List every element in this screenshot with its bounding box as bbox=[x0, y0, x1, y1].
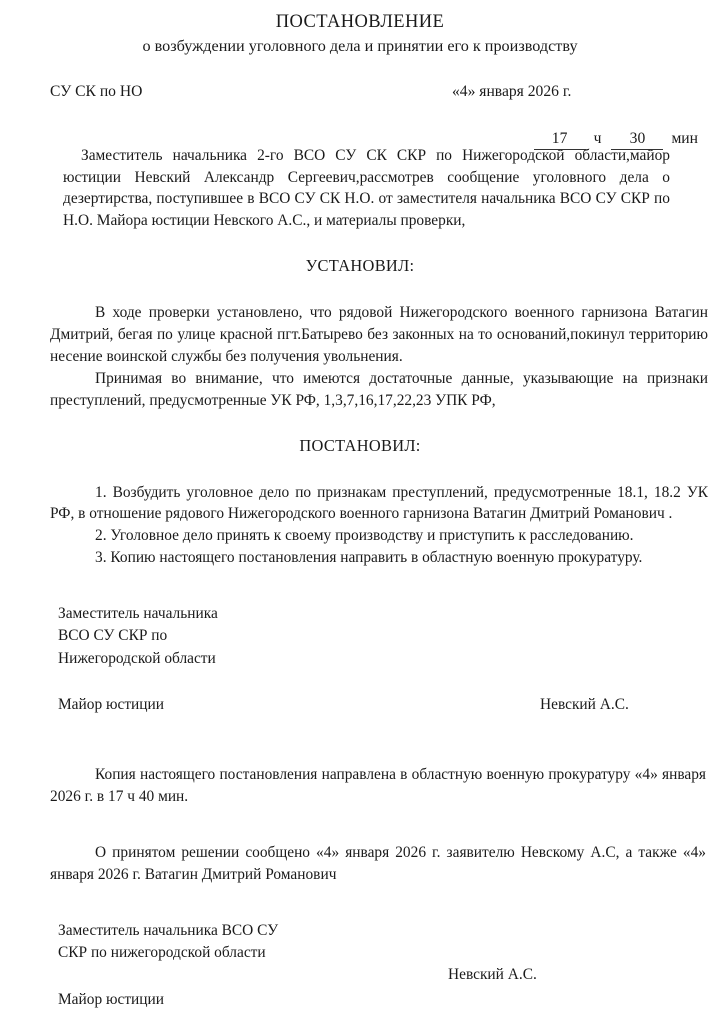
closing-paragraph-2-wrap bbox=[50, 842, 706, 886]
postanovil-item-3: 3. Копию настоящего постановления направить в областную военную прокуратуру. bbox=[95, 549, 643, 567]
issuing-authority: СУ СК по НО bbox=[50, 82, 143, 100]
ustanovil-body bbox=[50, 302, 708, 411]
signatory-role-line-1: Заместитель начальника bbox=[58, 605, 218, 623]
intro-paragraph: Заместитель начальника 2-го ВСО СУ СК СКР по Нижегородской области,майор юстиции Невский Александр Сергеевич,рассмотрев сообщение уголовного дела о дезертирства, поступившее в ВСО СУ СК Н.О. от заместителя начальника ВСО СУ СКР по Н.О. Майора юстиции Невского А.С., и материалы проверки, bbox=[63, 146, 670, 230]
spacer bbox=[0, 716, 720, 750]
page-title: ПОСТАНОВЛЕНИЕ bbox=[275, 12, 445, 32]
closing-paragraph-2: О принятом решении сообщено «4» января 2026 г. заявителю Невскому А.С, а также «4» января 2026 г. Ватагин Дмитрий Романович bbox=[50, 844, 706, 884]
time-minutes-field[interactable]: 30 bbox=[611, 130, 663, 150]
secondary-signatory-name: Невский А.С. bbox=[448, 966, 537, 984]
secondary-signatory-role-line-1: Заместитель начальника ВСО СУ bbox=[58, 921, 279, 939]
section-heading-ustanovil: УСТАНОВИЛ: bbox=[305, 256, 415, 276]
signature-block-secondary bbox=[58, 920, 720, 1011]
secondary-signatory-rank: Майор юстиции bbox=[58, 990, 164, 1008]
secondary-signatory-role-row bbox=[58, 942, 720, 984]
time-hours-field[interactable]: 17 bbox=[534, 130, 586, 150]
spacer bbox=[0, 569, 720, 603]
signature-block-primary bbox=[58, 603, 720, 716]
document-page bbox=[0, 12, 720, 1008]
time-row bbox=[0, 130, 720, 150]
postanovil-item-1: 1. Возбудить уголовное дело по признакам преступлений, предусмотренные 18.1, 18.2 УК РФ, в отношение рядового Нижегородского военного гарнизона Ватагин Дмитрий Романович . bbox=[50, 483, 708, 523]
closing-paragraph-1-wrap bbox=[50, 764, 706, 808]
signatory-rank-row bbox=[58, 694, 720, 716]
closing-paragraph-1: Копия настоящего постановления направлена в областную военную прокуратуру «4» января 2026 г. в 17 ч 40 мин. bbox=[50, 766, 706, 806]
section-heading-postanovil: ПОСТАНОВИЛ: bbox=[299, 435, 421, 455]
spacer bbox=[0, 808, 720, 842]
signatory-role-line-2: ВСО СУ СКР по bbox=[58, 627, 168, 645]
secondary-signatory-role-line-2: СКР по нижегородской области bbox=[58, 944, 266, 962]
postanovil-body bbox=[50, 482, 708, 570]
signatory-name: Невский А.С. bbox=[540, 696, 629, 714]
spacer bbox=[0, 886, 720, 920]
spacer bbox=[58, 670, 720, 694]
page-subtitle: о возбуждении уголовного дела и принятии его к производству bbox=[142, 37, 578, 56]
signatory-rank: Майор юстиции bbox=[58, 696, 164, 714]
hours-unit-label: ч bbox=[593, 130, 602, 147]
spacer bbox=[58, 965, 720, 989]
ustanovil-paragraph-1: В ходе проверки установлено, что рядовой Нижегородского военного гарнизона Ватагин Дмитрий, бегая по улице красной пгт.Батырево без законных на то оснований,покинул территорию несение воинской службы без получения увольнения. bbox=[50, 304, 708, 365]
spacer bbox=[0, 750, 720, 764]
postanovil-item-2: 2. Уголовное дело принять к своему производству и приступить к расследованию. bbox=[95, 527, 634, 545]
document-date: «4» января 2026 г. bbox=[452, 82, 572, 100]
signatory-role-line-3: Нижегородской области bbox=[58, 649, 216, 667]
header-meta-row bbox=[0, 83, 720, 105]
minutes-unit-label: мин bbox=[671, 130, 698, 147]
ustanovil-paragraph-2: Принимая во внимание, что имеются достаточные данные, указывающие на признаки преступлений, предусмотренные УК РФ, 1,3,7,16,17,22,23 УПК РФ, bbox=[50, 369, 708, 409]
